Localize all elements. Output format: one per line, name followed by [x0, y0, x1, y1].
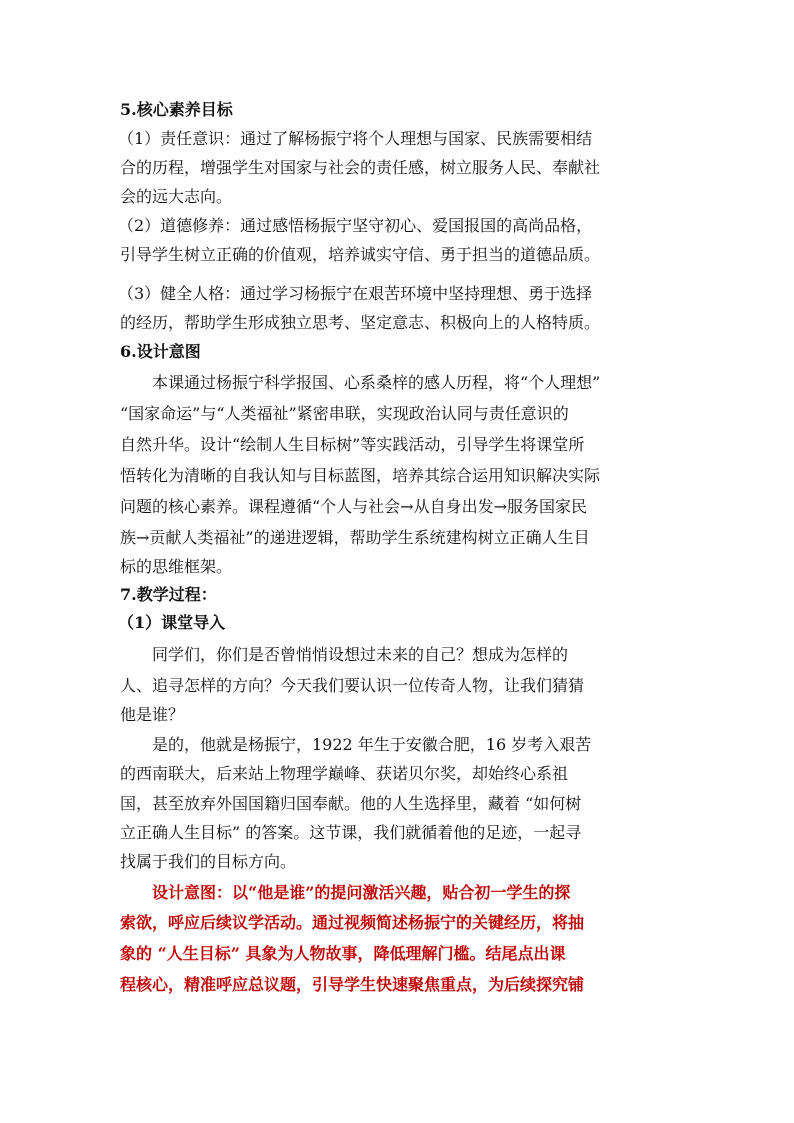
text-line: 立正确人生目标” 的答案。这节课，我们就循着他的足迹，一起寻: [120, 823, 582, 842]
text-line: 标的思维框架。: [120, 557, 233, 576]
text-line: 引导学生树立正确的价值观，培养诚实守信、勇于担当的道德品质。: [120, 245, 601, 264]
text-line: 合的历程，增强学生对国家与社会的责任感，树立服务人民、奉献社: [120, 158, 601, 177]
text-line: 族→贡献人类福祉”的递进逻辑，帮助学生系统建构树立正确人生目: [120, 528, 590, 547]
heading-core-literacy-goals: 5.核心素养目标: [120, 100, 233, 119]
text-line: （3）健全人格：通过学习杨振宁在艰苦环境中坚持理想、勇于选择: [118, 284, 593, 303]
text-line: （2）道德修养：通过感悟杨振宁坚守初心、爱国报国的高尚品格，: [118, 216, 593, 235]
text-line: 的西南联大，后来站上物理学巅峰、获诺贝尔奖，却始终心系祖: [120, 764, 569, 783]
design-intent-note-line: 设计意图：以“他是谁”的提问激活兴趣，贴合初一学生的探: [152, 883, 571, 902]
design-intent-note-line: 索欲，呼应后续议学活动。通过视频简述杨振宁的关键经历，将抽: [120, 913, 585, 932]
text-line: 问题的核心素养。课程遵循“个人与社会→从自身出发→服务国家民: [120, 497, 587, 516]
text-line: 悟转化为清晰的自我认知与目标蓝图，培养其综合运用知识解决实际: [120, 466, 601, 485]
text-line: 自然升华。设计“绘制人生目标树”等实践活动，引导学生将课堂所: [120, 435, 585, 454]
text-line: 本课通过杨振宁科学报国、心系桑梓的感人历程，将“个人理想”: [152, 373, 601, 392]
text-line: 会的远大志向。: [120, 187, 233, 206]
text-line: （1）责任意识：通过了解杨振宁将个人理想与国家、民族需要相结: [118, 129, 593, 148]
text-line: “国家命运”与“人类福祉”紧密串联，实现政治认同与责任意识的: [120, 404, 569, 423]
text-line: 他是谁？: [120, 705, 185, 724]
text-line: 的经历，帮助学生形成独立思考、坚定意志、积极向上的人格特质。: [120, 313, 601, 332]
text-line: 是的，他就是杨振宁，1922 年生于安徽合肥，16 岁考入艰苦: [152, 735, 592, 754]
text-line: 国，甚至放弃外国国籍归国奉献。他的人生选择里，藏着 “如何树: [120, 794, 582, 813]
subheading-class-introduction: （1）课堂导入: [118, 613, 226, 632]
heading-design-intent: 6.设计意图: [120, 342, 201, 361]
text-line: 人、追寻怎样的方向？今天我们要认识一位传奇人物，让我们猜猜: [120, 676, 585, 695]
text-line: 同学们，你们是否曾悄悄设想过未来的自己？想成为怎样的: [152, 645, 569, 664]
design-intent-note-line: 程核心，精准呼应总议题，引导学生快速聚焦重点，为后续探究铺: [120, 975, 585, 994]
heading-teaching-process: 7.教学过程：: [120, 585, 217, 604]
design-intent-note-line: 象的 “人生目标” 具象为人物故事，降低理解门槛。结尾点出课: [120, 944, 566, 963]
text-line: 找属于我们的目标方向。: [120, 852, 297, 871]
